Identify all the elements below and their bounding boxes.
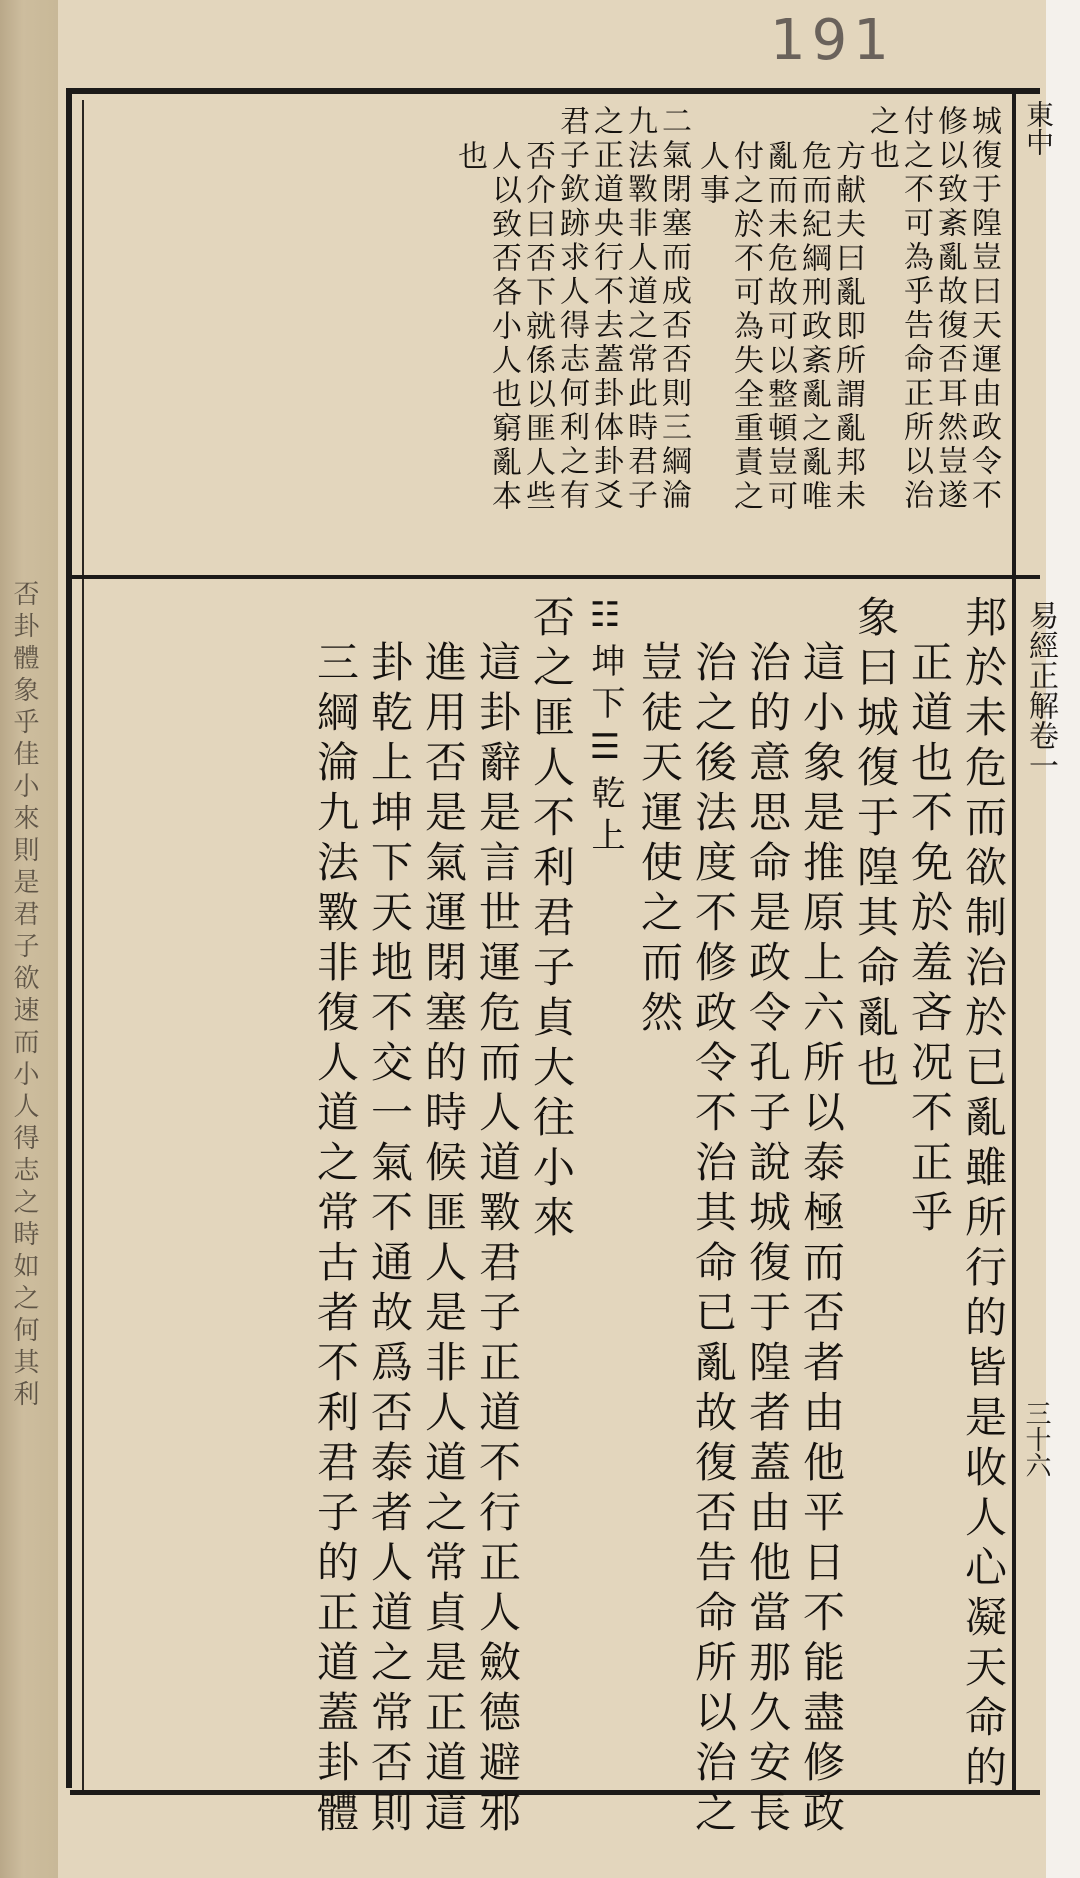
running-header-band <box>1016 88 1040 1793</box>
main-text-column: 進用否是氣運閉塞的時候匪人是非人道之常貞是正道這 <box>419 640 468 1840</box>
frame-bottom-rule <box>70 1790 1040 1795</box>
commentary-column: 之正道央行不去蓋卦体卦爻 <box>588 105 623 513</box>
main-text-column: 治之後法度不修政令不治其命已亂故復否告命所以治之 <box>689 640 738 1840</box>
main-text-column: 正道也不免於羞吝况不正乎 <box>905 640 954 1240</box>
previous-page-strip <box>6 580 46 1800</box>
commentary-column: 亂而未危故可以整頓豈可 <box>762 140 797 514</box>
main-text-column: 治的意思命是政令孔子說城復于隍者蓋由他當那久安長 <box>743 640 792 1840</box>
frame-top-rule <box>70 88 1040 94</box>
frame-inner-rule <box>82 100 84 1790</box>
main-text-column: 這小象是推原上六所以泰極而否者由他平日不能盡修政 <box>797 640 846 1840</box>
previous-page-text: 否卦體象乎佳小來則是君子欲速而小人得志之時如之何其利 <box>9 580 39 1412</box>
frame-middle-rule <box>70 575 1040 579</box>
main-text-column: 卦乾上坤下天地不交一氣不通故爲否泰者人道之常否則 <box>365 640 414 1840</box>
main-text-column: 邦於未危而欲制治於已亂雖所行的皆是收人心凝天命的 <box>959 595 1008 1795</box>
commentary-column: 付之於不可為失全重責之 <box>728 140 763 514</box>
commentary-column: 付之不可為乎告命正所以治 <box>898 105 933 513</box>
commentary-column: 人事 <box>694 140 729 208</box>
running-header: 易經正解卷一 <box>1023 600 1058 780</box>
commentary-column: 危而紀綱刑政紊亂之亂唯 <box>796 140 831 514</box>
commentary-column: 九法斁非人道之常此時君子 <box>622 105 657 513</box>
main-text-column: 豈徒天運使之而然 <box>635 640 684 1040</box>
handwritten-page-number: 191 <box>770 8 895 73</box>
commentary-column: 方献夫曰亂即所謂亂邦未 <box>830 140 865 514</box>
main-text-column: 三綱淪九法斁非復人道之常古者不利君子的正道蓋卦體 <box>311 640 360 1840</box>
frame-left-rule <box>66 88 72 1788</box>
commentary-column: 二氣閉塞而成否否則三綱淪 <box>656 105 691 513</box>
commentary-column: 君子欽跡求人得志何利之有 <box>554 105 589 513</box>
commentary-column: 人以致否各小人也窮亂本 <box>486 140 521 514</box>
commentary-column: 之也 <box>864 105 899 173</box>
hexagram-trigrams: ☷坤下☰乾上 <box>585 595 625 859</box>
commentary-column: 修以致紊亂故復否耳然豈遂 <box>932 105 967 513</box>
main-text-column: 象曰城復于隍其命亂也 <box>851 595 900 1095</box>
top-header-fragment: 東中 <box>1022 100 1055 156</box>
commentary-column: 也 <box>452 140 487 174</box>
main-text-column: 否之匪人不利君子貞大往小來 <box>527 595 576 1245</box>
commentary-column: 城復于隍豈曰天運由政令不 <box>966 105 1001 513</box>
main-text-column: 這卦辭是言世運危而人道斁君子正道不行正人斂德避邪 <box>473 640 522 1840</box>
margin-page-mark: 三十六 <box>1021 1400 1051 1478</box>
page-edge <box>1046 0 1080 1878</box>
commentary-column: 否介曰否下就係以匪人些 <box>520 140 555 514</box>
